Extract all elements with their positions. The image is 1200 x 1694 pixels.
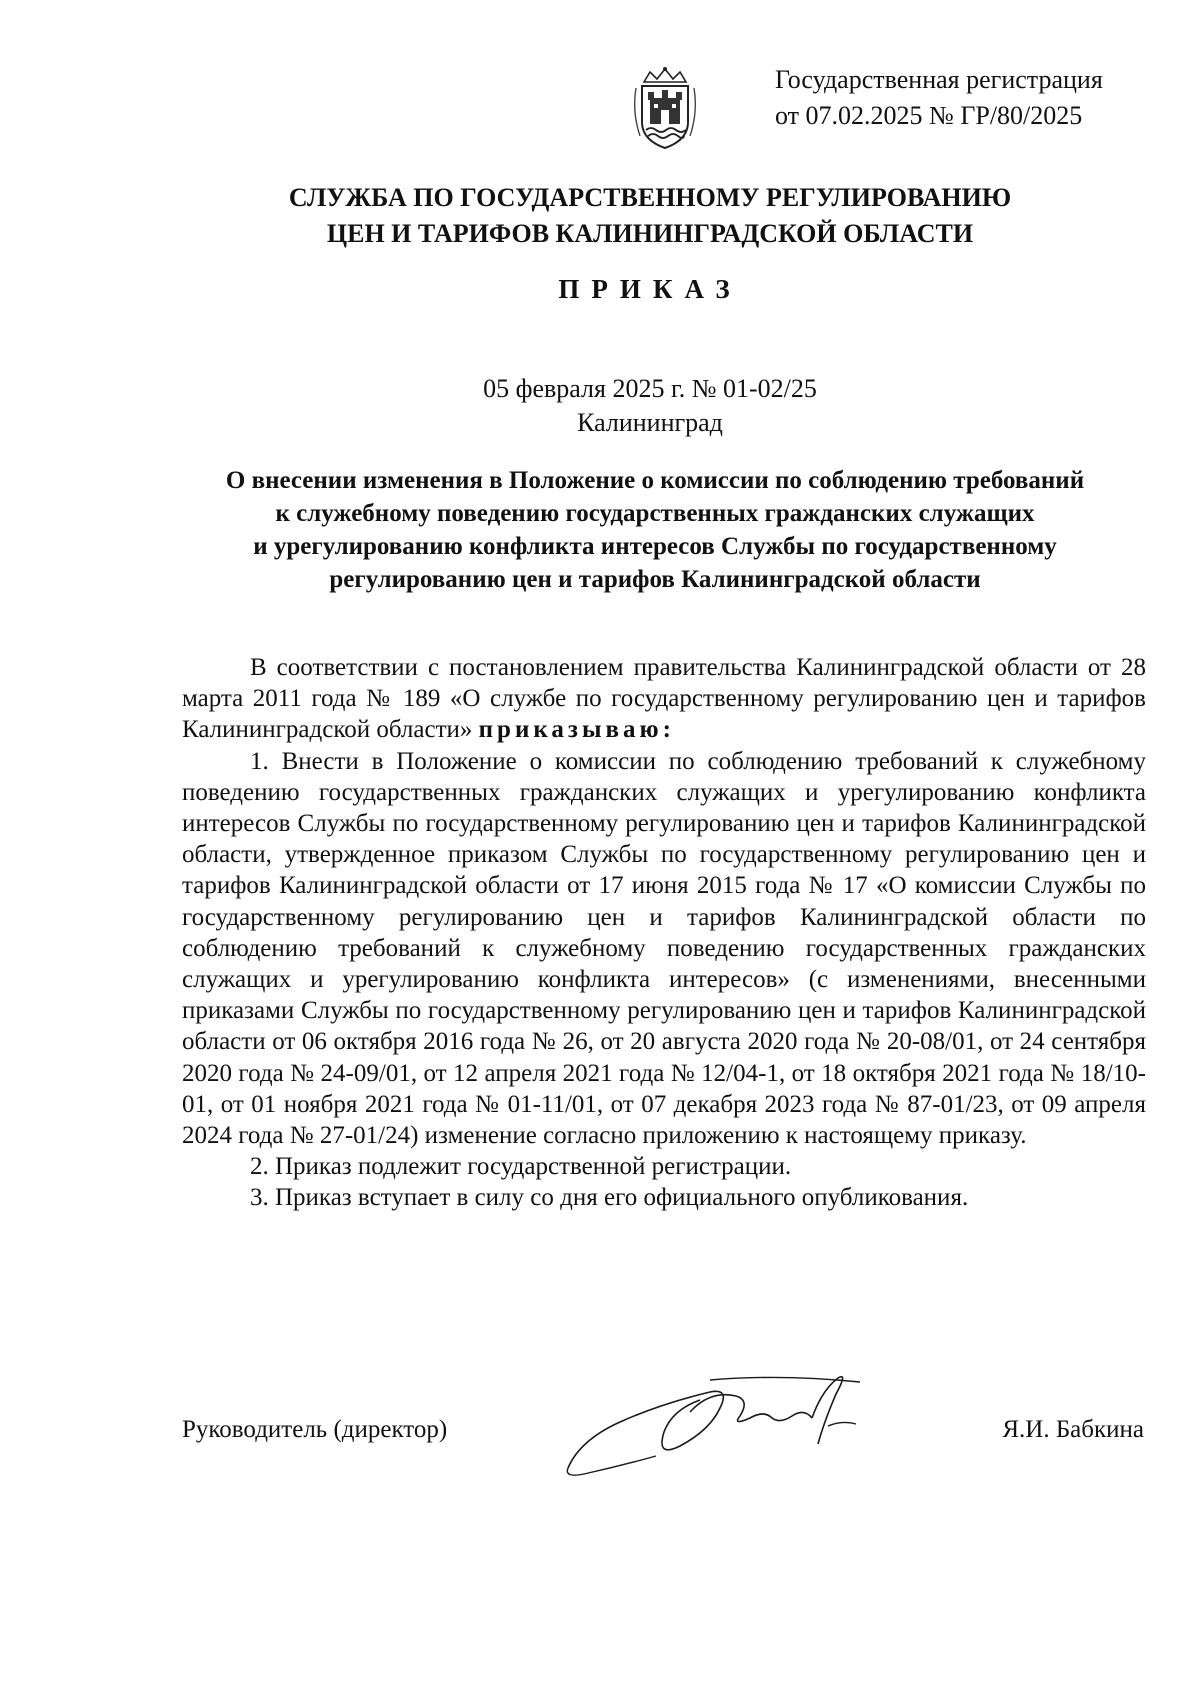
subject-line3: и урегулированию конфликта интересов Службы по государственному	[253, 533, 1057, 560]
document-type: ПРИКАЗ	[558, 274, 742, 304]
registration-label: Государственная регистрация	[775, 65, 1103, 94]
subject-line1: О внесении изменения в Положение о комиссии по соблюдению требований	[225, 467, 1085, 494]
registration-stamp	[775, 62, 1103, 134]
item-2-paragraph: 2. Приказ подлежит государственной регистрации.	[250, 1153, 792, 1181]
document-date-number: 05 февраля 2025 г. № 01-02/25	[483, 374, 817, 403]
item-3-paragraph: 3. Приказ вступает в силу со дня его официального опубликования.	[250, 1184, 969, 1212]
preamble-text: В соответствии с постановлением правительства Калининградской области от 28 марта 2011 года № 189 «О службе по государственному регулированию цен и тарифов Калининградской области»	[182, 654, 1146, 744]
signatory-name: Я.И. Бабкина	[1002, 1416, 1144, 1443]
document-body	[182, 652, 1146, 1214]
agency-name	[150, 180, 1150, 252]
document-city: Калининград	[577, 408, 723, 437]
document-date-place	[150, 372, 1150, 440]
handwritten-signature-icon	[560, 1360, 900, 1480]
coat-of-arms-icon	[630, 66, 700, 152]
agency-name-line2: ЦЕН И ТАРИФОВ КАЛИНИНГРАДСКОЙ ОБЛАСТИ	[326, 219, 974, 248]
agency-name-line1: СЛУЖБА ПО ГОСУДАРСТВЕННОМУ РЕГУЛИРОВАНИЮ	[288, 183, 1012, 212]
document-subject	[185, 464, 1125, 596]
subject-line2: к служебному поведению государственных гражданских служащих	[275, 500, 1035, 527]
order-word: приказываю:	[478, 716, 675, 744]
subject-line4: регулированию цен и тарифов Калининградской области	[329, 566, 981, 593]
signatory-role: Руководитель (директор)	[182, 1416, 448, 1443]
registration-number: от 07.02.2025 № ГР/80/2025	[775, 101, 1083, 130]
item-1-paragraph: 1. Внести в Положение о комиссии по соблюдению требований к служебному поведению государственных гражданских служащих и урегулированию конфликта интересов Службы по государственному регулированию цен и тарифов Калининградской области, утвержденное приказом Службы по государственному регулированию цен и тарифов Калининградской области от 17 июня 2015 года № 17 «О комиссии Службы по государственному регулированию цен и тарифов Калининградской области по соблюдению требований к служебному поведению государственных гражданских служащих и урегулированию конфликта интересов» (с изменениями, внесенными приказами Службы по государственному регулированию цен и тарифов Калининградской области от 06 октября 2016 года № 26, от 20 августа 2020 года № 20-08/01, от 24 сентября 2020 года № 24-09/01, от 12 апреля 2021 года № 12/04-1, от 18 октября 2021 года № 18/10-01, от 01 ноября 2021 года № 01-11/01, от 07 декабря 2023 года № 87-01/23, от 09 апреля 2024 года № 27-01/24) изменение согласно приложению к настоящему приказу.	[182, 747, 1146, 1150]
preamble-paragraph	[182, 652, 1146, 746]
